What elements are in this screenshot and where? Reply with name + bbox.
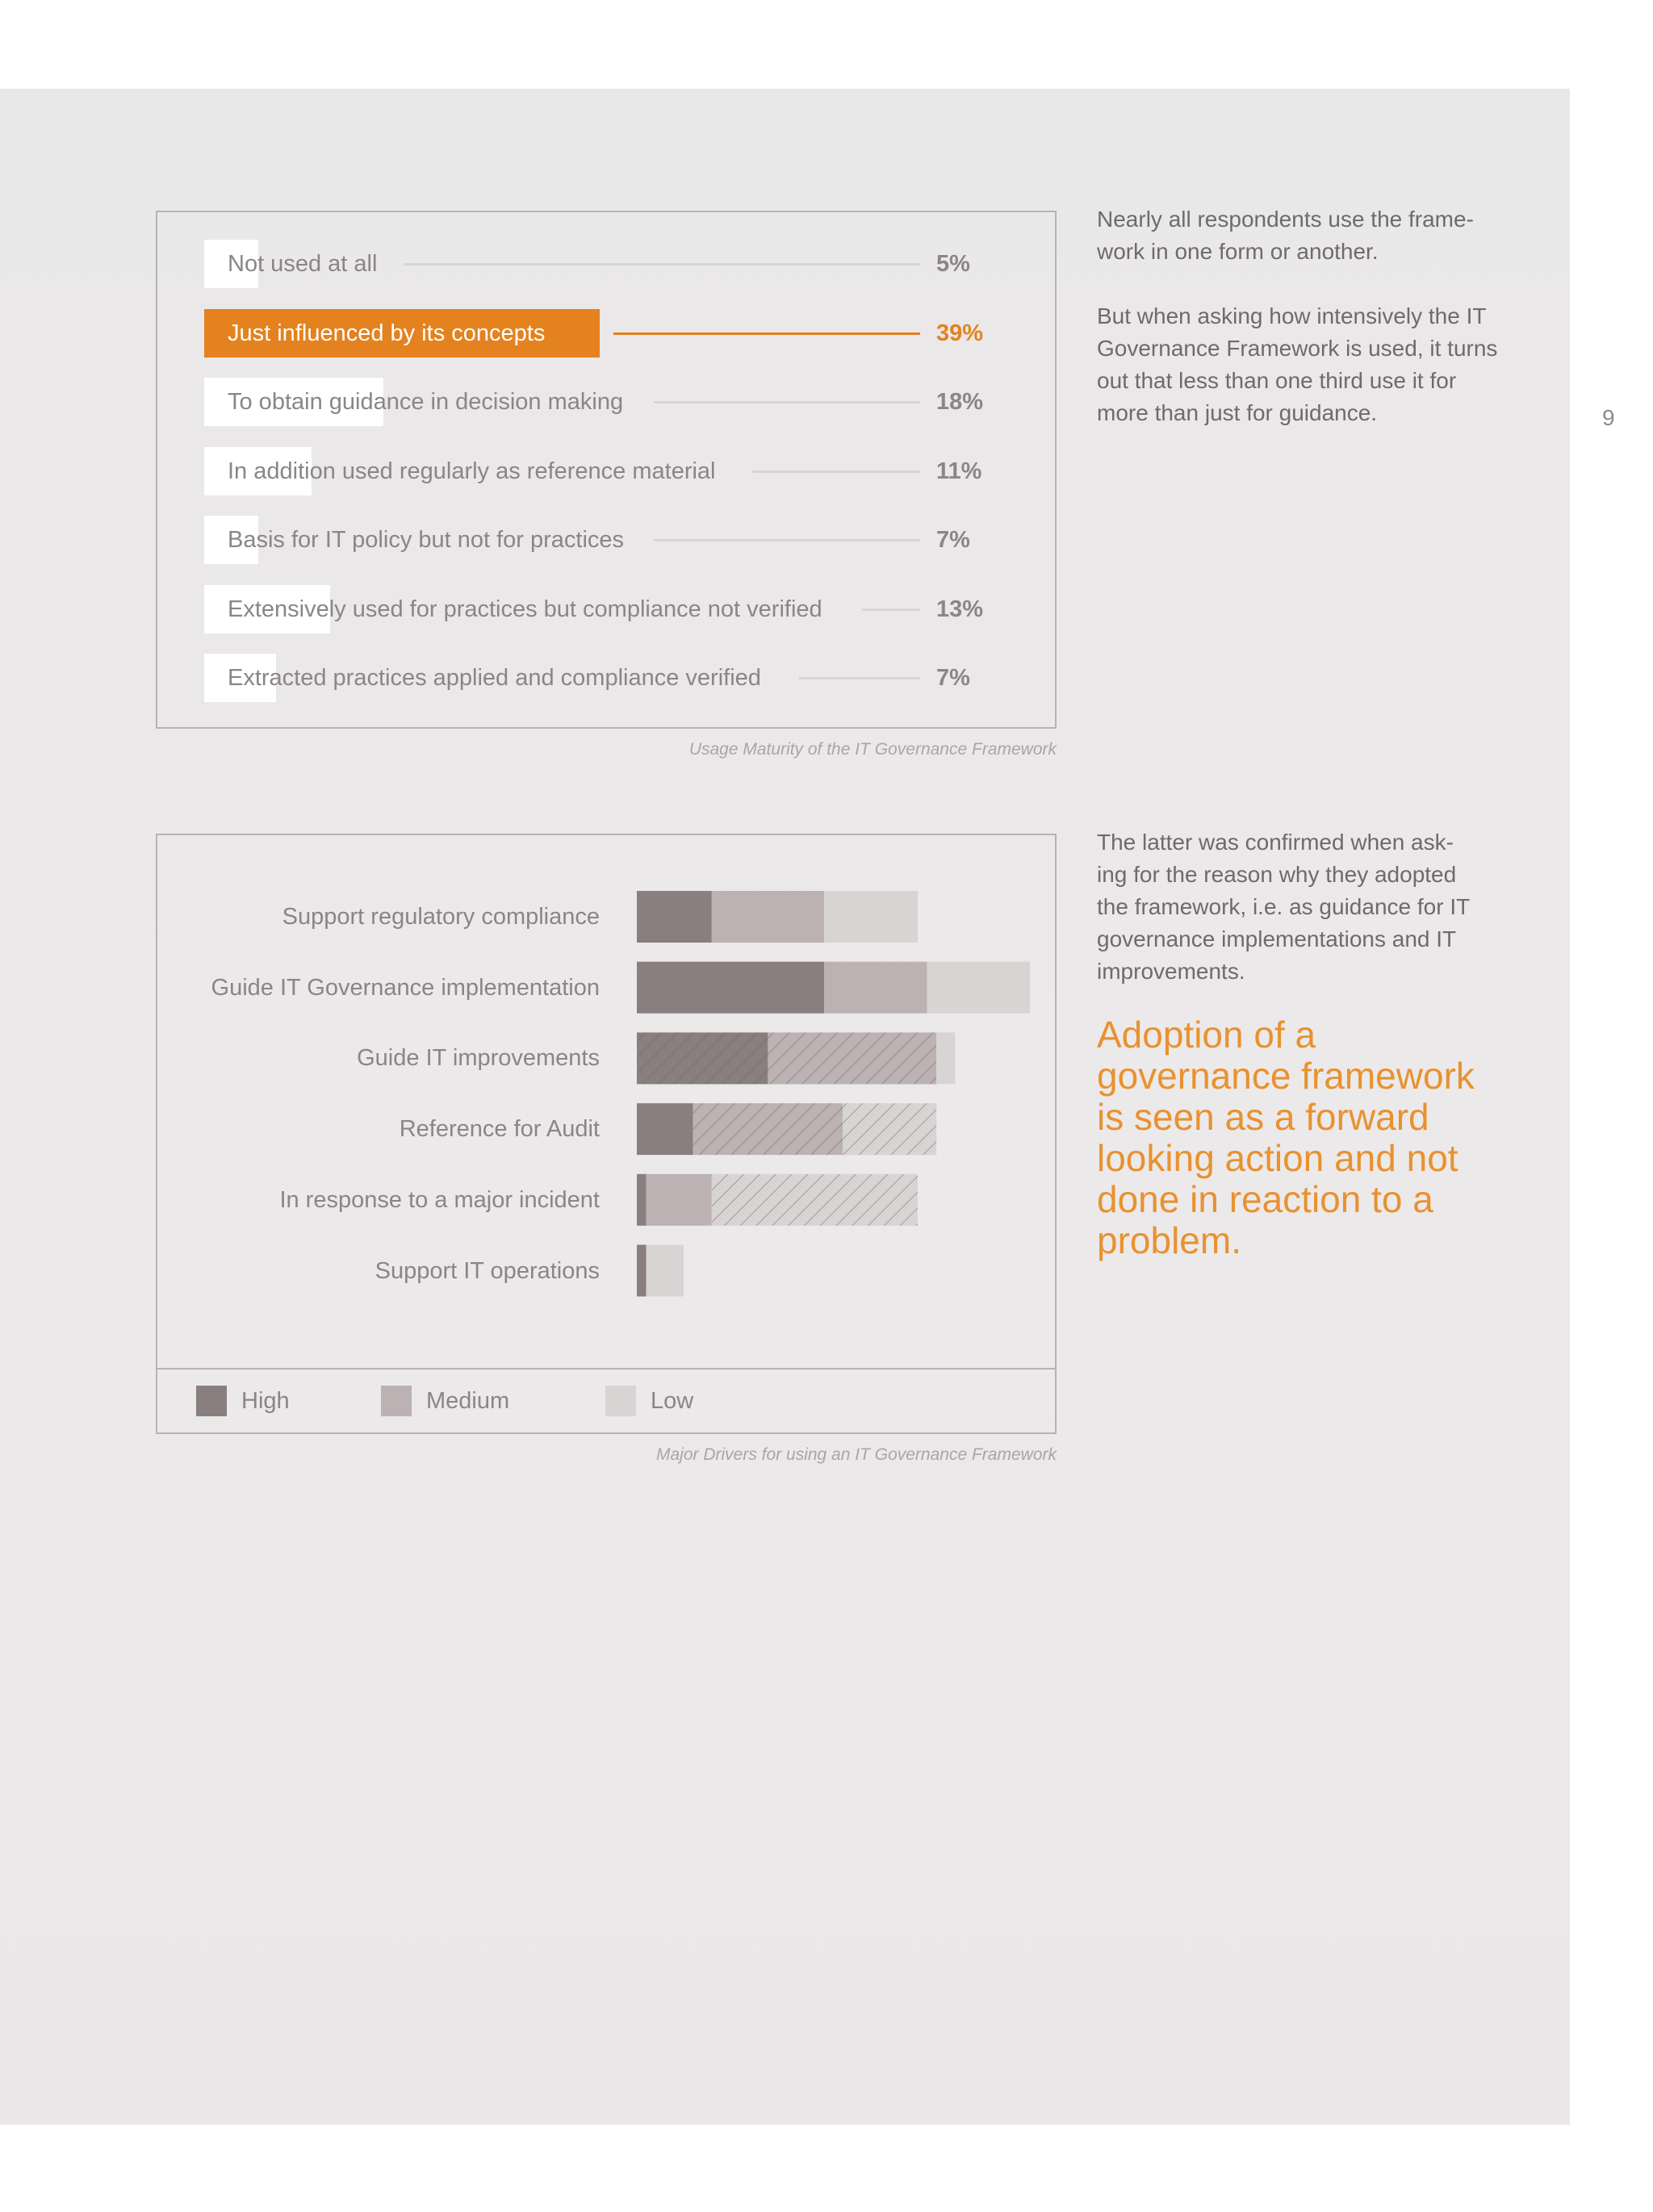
usage-row-label: To obtain guidance in decision making: [228, 389, 624, 415]
usage-row-value: 7%: [936, 527, 970, 553]
usage-row-value: 13%: [936, 596, 984, 622]
driver-category-label: In response to a major incident: [279, 1186, 600, 1213]
driver-bar-hatching: [693, 1103, 843, 1155]
driver-bar-low: [936, 1032, 955, 1084]
legend-swatch: [381, 1386, 412, 1416]
usage-row-label: In addition used regularly as reference material: [228, 458, 716, 484]
driver-category-label: Guide IT improvements: [357, 1045, 600, 1072]
driver-bar-hatching: [637, 1032, 768, 1084]
usage-row-value: 7%: [936, 665, 970, 691]
driver-bar-low: [824, 891, 918, 943]
usage-row-value: 39%: [936, 320, 984, 346]
usage-row-value: 18%: [936, 389, 984, 415]
drivers-caption: Major Drivers for using an IT Governance Framework: [656, 1445, 1057, 1464]
driver-bar-high: [637, 1103, 693, 1155]
driver-category-label: Guide IT Governance implementation: [211, 974, 600, 1001]
driver-bar-hatching: [768, 1032, 936, 1084]
legend-label: Low: [651, 1388, 694, 1414]
usage-row-label: Not used at all: [228, 251, 378, 277]
legend-label: Medium: [426, 1388, 510, 1414]
driver-bar-low: [927, 962, 1031, 1014]
driver-bar-high: [637, 1174, 647, 1226]
pull-quote: Adoption of a governance framework is seen as a forward looking action and not done in reaction to a problem.: [1097, 1014, 1475, 1261]
driver-bar-high: [637, 962, 824, 1014]
paragraph-usage: Nearly all respondents use the frame- work in one form or another.: [1097, 207, 1474, 264]
side-text-top: [1097, 203, 1533, 429]
legend-swatch: [605, 1386, 636, 1416]
paragraph-drivers: The latter was confirmed when ask- ing for the reason why they adopted the framework, i.e. as guidance for IT governance implementations and IT improvements.: [1097, 830, 1471, 984]
driver-bar-medium: [712, 891, 824, 943]
driver-category-label: Support regulatory compliance: [282, 904, 600, 930]
side-text-drivers: [1097, 826, 1533, 988]
driver-bar-hatching: [843, 1103, 936, 1155]
driver-bar-high: [637, 891, 712, 943]
usage-maturity-caption: Usage Maturity of the IT Governance Framework: [688, 740, 1057, 759]
usage-row-label: Extensively used for practices but compliance not verified: [228, 596, 822, 622]
driver-category-label: Reference for Audit: [399, 1116, 600, 1143]
usage-row-label: Just influenced by its concepts: [228, 320, 546, 346]
driver-category-label: Support IT operations: [375, 1257, 600, 1284]
driver-bar-low: [647, 1245, 684, 1297]
usage-row-label: Basis for IT policy but not for practices: [228, 527, 625, 553]
page-number: 9: [1602, 405, 1615, 430]
usage-row-label: Extracted practices applied and compliance verified: [228, 665, 761, 691]
usage-row-value: 11%: [936, 458, 982, 484]
driver-bar-medium: [824, 962, 927, 1014]
driver-bar-high: [637, 1245, 647, 1297]
driver-bar-hatching: [712, 1174, 918, 1226]
legend-swatch: [196, 1386, 227, 1416]
paragraph-intensity: But when asking how intensively the IT Governance Framework is used, it turns out that less than one third use it for more than just for guidance.: [1097, 303, 1498, 425]
legend-label: High: [241, 1388, 290, 1414]
usage-row-value: 5%: [936, 251, 970, 277]
driver-bar-medium: [647, 1174, 712, 1226]
